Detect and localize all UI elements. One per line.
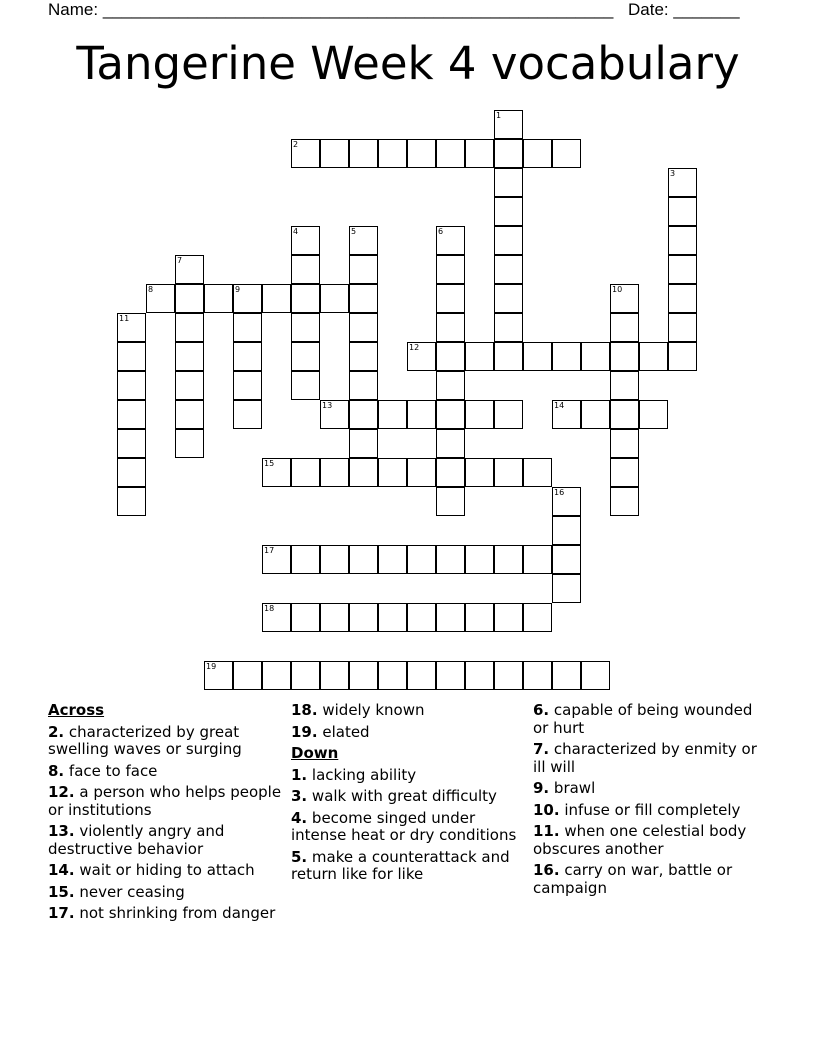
name-label: Name: [48, 0, 99, 19]
date-line[interactable]: _______ [673, 0, 740, 19]
clue-number: 16. [533, 861, 560, 879]
grid-cell[interactable] [291, 603, 320, 632]
clue-down-6 [533, 702, 768, 737]
grid-cell[interactable] [668, 342, 697, 371]
cell-number: 13 [322, 401, 333, 410]
grid-cell[interactable] [552, 574, 581, 603]
clue-number: 13. [48, 822, 75, 840]
clue-number: 18. [291, 701, 318, 719]
grid-cell[interactable] [349, 458, 378, 487]
grid-cell[interactable] [552, 487, 581, 516]
grid-cell[interactable] [465, 139, 494, 168]
clue-number: 17. [48, 904, 75, 922]
clue-number: 8. [48, 761, 65, 780]
grid-cell[interactable] [378, 139, 407, 168]
cell-number: 3 [670, 169, 676, 178]
grid-cell[interactable] [465, 342, 494, 371]
grid-cell[interactable] [349, 342, 378, 371]
grid-cell[interactable] [668, 168, 697, 197]
grid-cell[interactable] [349, 661, 378, 690]
clue-down-1 [291, 767, 526, 785]
clue-text: when one celestial body obscures another [533, 822, 747, 858]
clue-text: wait or hiding to attach [79, 861, 255, 879]
grid-cell[interactable] [117, 342, 146, 371]
grid-cell[interactable] [291, 284, 320, 313]
clue-text: violently angry and destructive behavior [48, 822, 225, 858]
grid-cell[interactable] [204, 661, 233, 690]
grid-cell[interactable] [436, 400, 465, 429]
grid-cell[interactable] [291, 313, 320, 342]
clue-text: make a counterattack and return like for like [291, 847, 510, 883]
grid-cell[interactable] [465, 458, 494, 487]
grid-cell[interactable] [494, 313, 523, 342]
grid-cell[interactable] [436, 226, 465, 255]
cell-number: 19 [206, 662, 217, 671]
clue-down-16 [533, 862, 768, 897]
grid-cell[interactable] [465, 400, 494, 429]
grid-cell[interactable] [320, 458, 349, 487]
cell-number: 12 [409, 343, 420, 352]
clue-across-19 [291, 724, 526, 742]
grid-cell[interactable] [349, 255, 378, 284]
grid-cell[interactable] [407, 545, 436, 574]
name-line[interactable]: ______________________________________________________ [102, 0, 614, 19]
grid-cell[interactable] [233, 371, 262, 400]
clue-number: 4. [291, 808, 308, 827]
page-title: Tangerine Week 4 vocabulary [76, 37, 740, 90]
clue-number: 7. [533, 740, 550, 758]
grid-cell[interactable] [233, 661, 262, 690]
clue-down-4 [291, 810, 526, 845]
grid-cell[interactable] [581, 342, 610, 371]
grid-cell[interactable] [262, 603, 291, 632]
grid-cell[interactable] [639, 342, 668, 371]
clue-across-15 [48, 884, 283, 902]
grid-cell[interactable] [262, 545, 291, 574]
grid-cell[interactable] [494, 226, 523, 255]
cell-number: 5 [351, 227, 357, 236]
grid-cell[interactable] [639, 400, 668, 429]
grid-cell[interactable] [436, 603, 465, 632]
cell-number: 8 [148, 285, 154, 294]
clue-across-14 [48, 862, 283, 880]
clue-number: 12. [48, 783, 75, 801]
clue-text: characterized by great swelling waves or surging [48, 722, 242, 758]
grid-cell[interactable] [175, 371, 204, 400]
grid-cell[interactable] [378, 545, 407, 574]
clue-across-13 [48, 823, 283, 858]
grid-cell[interactable] [378, 400, 407, 429]
grid-cell[interactable] [494, 197, 523, 226]
grid-cell[interactable] [291, 371, 320, 400]
grid-cell[interactable] [262, 661, 291, 690]
grid-cell[interactable] [291, 545, 320, 574]
grid-cell[interactable] [291, 458, 320, 487]
grid-cell[interactable] [436, 429, 465, 458]
grid-cell[interactable] [378, 603, 407, 632]
clue-down-9 [533, 780, 768, 798]
cell-number: 14 [554, 401, 565, 410]
clue-number: 15. [48, 882, 75, 901]
grid-cell[interactable] [436, 139, 465, 168]
grid-cell[interactable] [610, 429, 639, 458]
grid-cell[interactable] [175, 429, 204, 458]
clue-text: carry on war, battle or campaign [533, 861, 733, 897]
grid-cell[interactable] [117, 487, 146, 516]
clue-text: become singed under intense heat or dry conditions [291, 808, 517, 844]
clue-across-2 [48, 724, 283, 759]
grid-cell[interactable] [291, 342, 320, 371]
grid-cell[interactable] [291, 255, 320, 284]
grid-cell[interactable] [668, 284, 697, 313]
clue-number: 2. [48, 722, 65, 741]
grid-cell[interactable] [610, 371, 639, 400]
grid-cell[interactable] [320, 661, 349, 690]
grid-cell[interactable] [581, 400, 610, 429]
grid-cell[interactable] [349, 139, 378, 168]
grid-cell[interactable] [494, 545, 523, 574]
grid-cell[interactable] [436, 284, 465, 313]
clue-number: 11. [533, 822, 560, 840]
clue-column-1 [48, 702, 283, 927]
grid-cell[interactable] [262, 458, 291, 487]
cell-number: 11 [119, 314, 130, 323]
grid-cell[interactable] [349, 371, 378, 400]
grid-cell[interactable] [146, 284, 175, 313]
grid-cell[interactable] [407, 342, 436, 371]
grid-cell[interactable] [407, 139, 436, 168]
grid-cell[interactable] [436, 342, 465, 371]
grid-cell[interactable] [233, 284, 262, 313]
grid-cell[interactable] [117, 458, 146, 487]
cell-number: 9 [235, 285, 241, 294]
grid-cell[interactable] [175, 400, 204, 429]
grid-cell[interactable] [349, 284, 378, 313]
clue-text: a person who helps people or institutions [48, 783, 282, 819]
grid-cell[interactable] [320, 284, 349, 313]
grid-cell[interactable] [407, 661, 436, 690]
grid-cell[interactable] [349, 429, 378, 458]
grid-cell[interactable] [523, 545, 552, 574]
grid-cell[interactable] [320, 545, 349, 574]
grid-cell[interactable] [610, 313, 639, 342]
grid-cell[interactable] [233, 400, 262, 429]
clue-across-18 [291, 702, 526, 720]
grid-cell[interactable] [494, 168, 523, 197]
grid-cell[interactable] [175, 255, 204, 284]
grid-cell[interactable] [523, 458, 552, 487]
grid-cell[interactable] [552, 400, 581, 429]
clue-across-8 [48, 763, 283, 781]
clue-across-17 [48, 905, 283, 923]
grid-cell[interactable] [552, 516, 581, 545]
grid-cell[interactable] [378, 661, 407, 690]
clue-down-11 [533, 823, 768, 858]
grid-cell[interactable] [117, 429, 146, 458]
grid-cell[interactable] [378, 458, 407, 487]
grid-cell[interactable] [436, 545, 465, 574]
grid-cell[interactable] [552, 139, 581, 168]
grid-cell[interactable] [436, 313, 465, 342]
clue-text: face to face [68, 761, 158, 780]
grid-cell[interactable] [407, 603, 436, 632]
grid-cell[interactable] [581, 661, 610, 690]
grid-cell[interactable] [552, 661, 581, 690]
grid-cell[interactable] [117, 400, 146, 429]
grid-cell[interactable] [494, 139, 523, 168]
grid-cell[interactable] [494, 342, 523, 371]
grid-cell[interactable] [610, 400, 639, 429]
grid-cell[interactable] [436, 458, 465, 487]
grid-cell[interactable] [610, 458, 639, 487]
grid-cell[interactable] [465, 545, 494, 574]
grid-cell[interactable] [320, 400, 349, 429]
grid-cell[interactable] [552, 545, 581, 574]
grid-cell[interactable] [117, 371, 146, 400]
clue-text: infuse or fill completely [564, 800, 741, 819]
clue-column-3 [533, 702, 768, 901]
grid-cell[interactable] [668, 197, 697, 226]
clue-number: 10. [533, 800, 560, 819]
grid-cell[interactable] [494, 284, 523, 313]
cell-number: 1 [496, 111, 502, 120]
cell-number: 17 [264, 546, 275, 555]
grid-cell[interactable] [117, 313, 146, 342]
grid-cell[interactable] [610, 487, 639, 516]
grid-cell[interactable] [291, 661, 320, 690]
grid-cell[interactable] [349, 313, 378, 342]
clue-text: not shrinking from danger [79, 904, 276, 922]
cell-number: 6 [438, 227, 444, 236]
clue-down-7 [533, 741, 768, 776]
grid-cell[interactable] [320, 139, 349, 168]
cell-number: 7 [177, 256, 183, 265]
grid-cell[interactable] [262, 284, 291, 313]
grid-cell[interactable] [233, 342, 262, 371]
clue-number: 1. [291, 765, 308, 784]
cell-number: 15 [264, 459, 275, 468]
cell-number: 16 [554, 488, 565, 497]
grid-cell[interactable] [494, 458, 523, 487]
grid-cell[interactable] [465, 603, 494, 632]
grid-cell[interactable] [494, 110, 523, 139]
clue-column-2 [291, 702, 526, 888]
grid-cell[interactable] [494, 661, 523, 690]
grid-cell[interactable] [407, 458, 436, 487]
clue-number: 19. [291, 722, 318, 741]
grid-cell[interactable] [465, 661, 494, 690]
grid-cell[interactable] [523, 661, 552, 690]
grid-cell[interactable] [668, 255, 697, 284]
clue-text: brawl [553, 779, 596, 797]
grid-cell[interactable] [349, 226, 378, 255]
grid-cell[interactable] [610, 284, 639, 313]
clue-down-5 [291, 849, 526, 884]
grid-cell[interactable] [436, 487, 465, 516]
clue-down-3 [291, 788, 526, 806]
clue-text: capable of being wounded or hurt [533, 701, 753, 737]
grid-cell[interactable] [668, 226, 697, 255]
grid-cell[interactable] [349, 400, 378, 429]
grid-cell[interactable] [668, 313, 697, 342]
grid-cell[interactable] [175, 342, 204, 371]
grid-cell[interactable] [204, 284, 233, 313]
grid-cell[interactable] [175, 313, 204, 342]
grid-cell[interactable] [494, 400, 523, 429]
grid-cell[interactable] [175, 284, 204, 313]
clue-text: elated [322, 722, 370, 741]
grid-cell[interactable] [291, 139, 320, 168]
cell-number: 2 [293, 140, 299, 149]
clue-text: widely known [322, 701, 425, 719]
across-heading: Across [48, 701, 105, 719]
cell-number: 18 [264, 604, 275, 613]
clue-text: characterized by enmity or ill will [533, 740, 757, 776]
cell-number: 10 [612, 285, 623, 294]
grid-cell[interactable] [436, 661, 465, 690]
grid-cell[interactable] [494, 603, 523, 632]
grid-cell[interactable] [233, 313, 262, 342]
grid-cell[interactable] [349, 603, 378, 632]
clue-text: never ceasing [79, 882, 185, 901]
clue-text: walk with great difficulty [311, 787, 497, 805]
grid-cell[interactable] [291, 226, 320, 255]
grid-cell[interactable] [349, 545, 378, 574]
grid-cell[interactable] [610, 342, 639, 371]
clue-text: lacking ability [311, 765, 417, 784]
date-label: Date: [628, 0, 669, 19]
down-heading: Down [291, 744, 339, 762]
grid-cell[interactable] [320, 603, 349, 632]
clue-across-12 [48, 784, 283, 819]
cell-number: 4 [293, 227, 299, 236]
clue-number: 5. [291, 847, 308, 866]
grid-cell[interactable] [523, 342, 552, 371]
grid-cell[interactable] [494, 255, 523, 284]
grid-cell[interactable] [552, 342, 581, 371]
clue-down-10 [533, 802, 768, 820]
clue-number: 9. [533, 779, 550, 797]
grid-cell[interactable] [436, 371, 465, 400]
clue-number: 6. [533, 701, 550, 719]
grid-cell[interactable] [436, 255, 465, 284]
clue-number: 3. [291, 787, 308, 805]
grid-cell[interactable] [523, 139, 552, 168]
grid-cell[interactable] [407, 400, 436, 429]
clue-number: 14. [48, 861, 75, 879]
grid-cell[interactable] [523, 603, 552, 632]
